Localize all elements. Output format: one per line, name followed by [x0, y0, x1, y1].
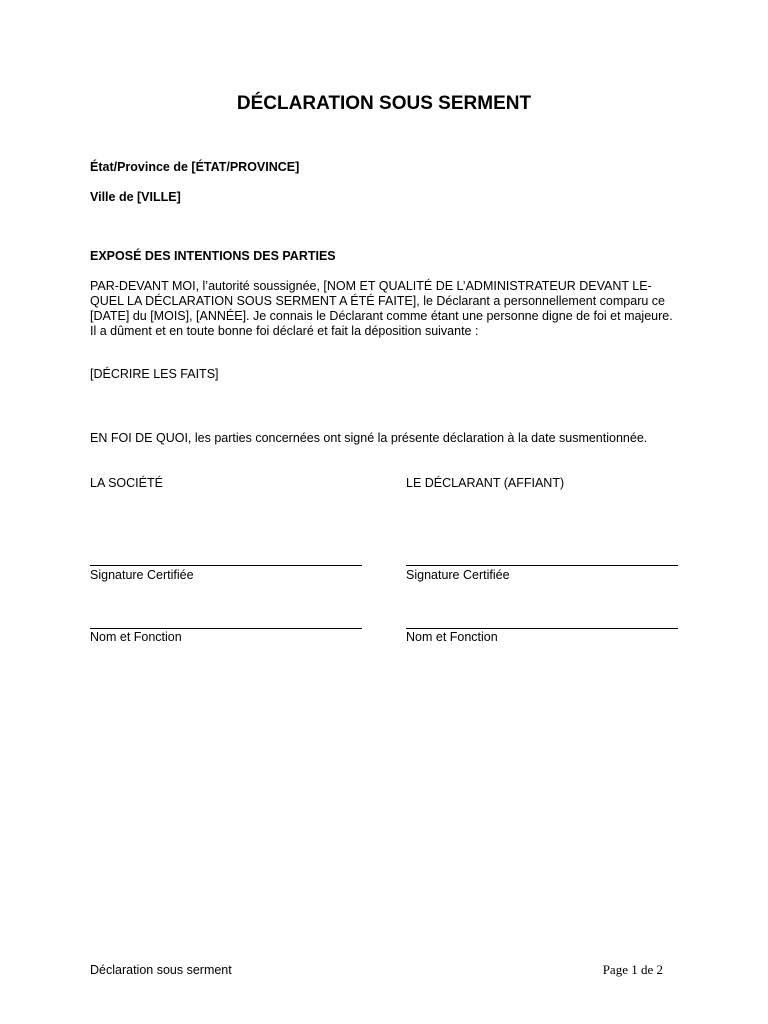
footer-page-number: Page 1 de 2 — [602, 962, 663, 977]
document-title: DÉCLARATION SOUS SERMENT — [236, 93, 532, 114]
left-signature-line — [90, 565, 362, 566]
left-name-caption: Nom et Fonction — [90, 630, 182, 644]
city-line: Ville de [VILLE] — [90, 190, 181, 204]
intro-line: [DATE] du [MOIS], [ANNÉE]. Je connais le Déclarant comme étant une personne digne de foi et majeure. — [90, 309, 673, 323]
right-signature-caption: Signature Certifiée — [406, 568, 510, 582]
intro-line: Il a dûment et en toute bonne foi déclaré et fait la déposition suivante : — [90, 324, 479, 338]
intro-paragraph — [90, 279, 690, 339]
state-province-line: État/Province de [ÉTAT/PROVINCE] — [90, 160, 300, 174]
right-signature-line — [406, 565, 678, 566]
intro-line: PAR-DEVANT MOI, l’autorité soussignée, [NOM ET QUALITÉ DE L’ADMINISTRATEUR DEVANT LE- — [90, 279, 652, 293]
right-name-caption: Nom et Fonction — [406, 630, 498, 644]
witness-clause: EN FOI DE QUOI, les parties concernées ont signé la présente déclaration à la date susmentionnée. — [90, 431, 648, 445]
left-party-label: LA SOCIÉTÉ — [90, 476, 163, 490]
footer-document-name: Déclaration sous serment — [90, 963, 232, 977]
section-heading: EXPOSÉ DES INTENTIONS DES PARTIES — [90, 249, 336, 263]
intro-line: QUEL LA DÉCLARATION SOUS SERMENT A ÉTÉ FAITE], le Déclarant a personnellement comparu ce — [90, 294, 665, 308]
facts-placeholder: [DÉCRIRE LES FAITS] — [90, 367, 219, 381]
right-party-label: LE DÉCLARANT (AFFIANT) — [406, 476, 565, 490]
left-signature-caption: Signature Certifiée — [90, 568, 194, 582]
